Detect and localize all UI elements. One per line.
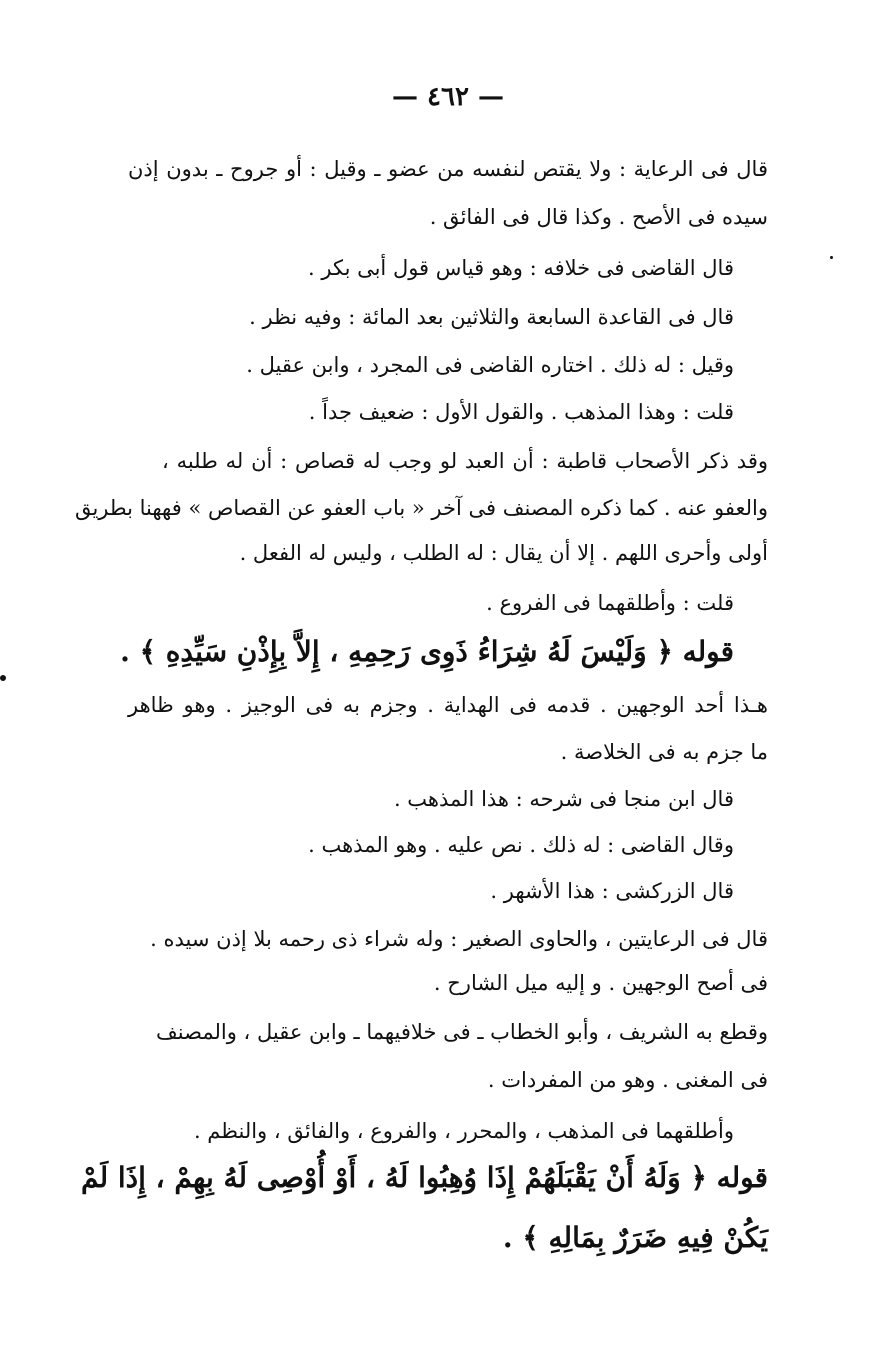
text-line: وقيل : له ذلك . اختاره القاضى فى المجرد ، وابن عقيل . [246,353,734,377]
quoted-text-line: يَكُنْ فِيهِ ضَرَرٌ بِمَالِهِ ﴾ . [502,1221,768,1254]
scan-speck [0,675,6,681]
text-line: وقال القاضى : له ذلك . نص عليه . وهو المذهب . [308,833,734,857]
text-line: ما جزم به فى الخلاصة . [560,740,768,764]
text-line: قال فى الرعايتين ، والحاوى الصغير : وله شراء ذى رحمه بلا إذن سيده . [150,927,768,951]
text-line: قال الزركشى : هذا الأشهر . [490,879,734,903]
text-line: والعفو عنه . كما ذكره المصنف فى آخر « باب العفو عن القصاص » فههنا بطريق [74,496,768,520]
text-line: فى أصح الوجهين . و إليه ميل الشارح . [433,971,768,995]
page-number: — ٤٦٢ — [391,82,505,112]
text-line: قال القاضى فى خلافه : وهو قياس قول أبى بكر . [308,256,734,280]
text-line: أولى وأحرى اللهم . إلا أن يقال : له الطلب ، وليس له الفعل . [239,541,768,565]
quoted-text-heading: قوله ﴿ وَلَيْسَ لَهُ شِرَاءُ ذَوِى رَحِمِهِ ، إِلاَّ بِإِذْنِ سَيِّدِهِ ﴾ . [120,635,734,668]
text-line: وقد ذكر الأصحاب قاطبة : أن العبد لو وجب له قصاص : أن له طلبه ، [162,449,768,473]
quoted-text-heading: قوله ﴿ وَلَهُ أَنْ يَقْبَلَهُمْ إِذَا وُهِبُوا لَهُ ، أَوْ أُوْصِى لَهُ بِهِمْ ، إِذَا لَمْ [80,1161,768,1194]
text-line: قلت : وهذا المذهب . والقول الأول : ضعيف جداً . [308,400,734,424]
text-line: وأطلقهما فى المذهب ، والمحرر ، والفروع ، والفائق ، والنظم . [193,1119,734,1143]
text-line: فى المغنى . وهو من المفردات . [487,1068,768,1092]
text-line: قال فى القاعدة السابعة والثلاثين بعد المائة : وفيه نظر . [249,305,734,329]
text-line: هـذا أحد الوجهين . قدمه فى الهداية . وجزم به فى الوجيز . وهو ظاهر [128,693,768,717]
scan-speck [830,256,833,259]
text-line: وقطع به الشريف ، وأبو الخطاب ـ فى خلافيهما ـ وابن عقيل ، والمصنف [156,1020,768,1044]
text-line: قال فى الرعاية : ولا يقتص لنفسه من عضو ـ وقيل : أو جروح ـ بدون إذن [128,157,768,181]
text-line: قلت : وأطلقهما فى الفروع . [486,591,734,615]
text-line: قال ابن منجا فى شرحه : هذا المذهب . [393,787,734,811]
text-line: سيده فى الأصح . وكذا قال فى الفائق . [429,205,768,229]
